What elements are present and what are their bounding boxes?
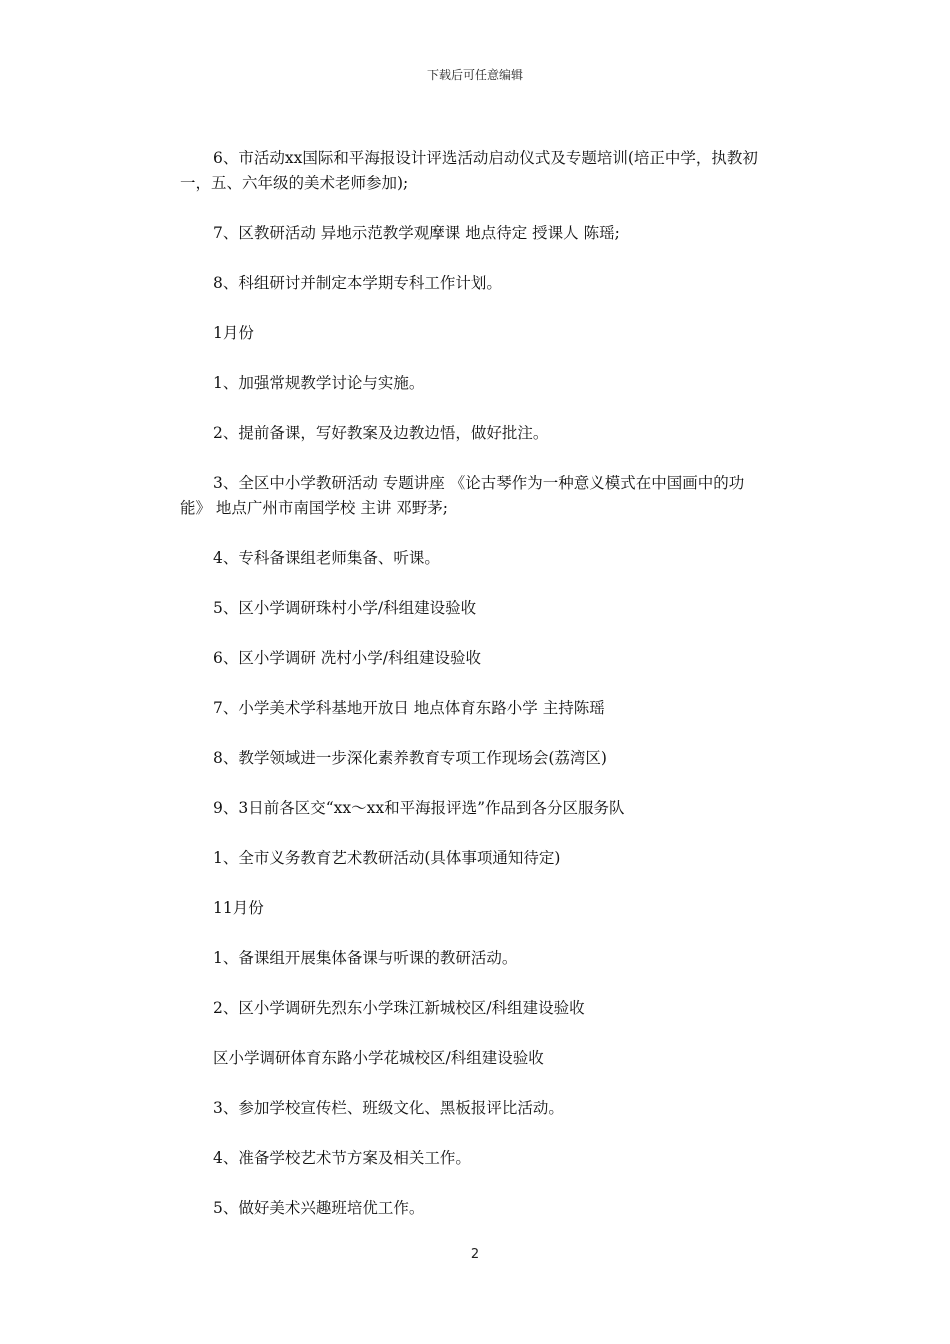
- paragraph-item-5-zhucun-survey: 5、区小学调研珠村小学/科组建设验收: [213, 599, 477, 617]
- paragraph-item-6-poster-training: 6、市活动xx国际和平海报设计评选活动启动仪式及专题培训(培正中学，执教初一，五、六年级的美术老师参加);: [180, 149, 758, 192]
- paragraph-item-3-lecture: 3、全区中小学教研活动 专题讲座 《论古琴作为一种意义模式在中国画中的功能》 地点广州市南国学校 主讲 邓野茅;: [180, 474, 745, 517]
- paragraph-item-8-field-meeting: 8、教学领域进一步深化素养教育专项工作现场会(荔湾区): [213, 749, 607, 767]
- paragraph-item-1-routine-teaching: 1、加强常规教学讨论与实施。: [213, 374, 425, 392]
- paragraph-item-7-open-day: 7、小学美术学科基地开放日 地点体育东路小学 主持陈瑶: [213, 699, 605, 717]
- paragraph-item-9-poster-submission: 9、3日前各区交“xx～xx和平海报评选”作品到各分区服务队: [213, 799, 625, 817]
- paragraph-item-7-demo-lesson: 7、区教研活动 异地示范教学观摩课 地点待定 授课人 陈瑶;: [213, 224, 620, 242]
- paragraph-item-4-group-prep: 4、专科备课组老师集备、听课。: [213, 549, 440, 567]
- page-number: 2: [470, 1247, 480, 1262]
- paragraph-item-4-art-festival: 4、准备学校艺术节方案及相关工作。: [213, 1149, 471, 1167]
- paragraph-item-1-collective-prep: 1、备课组开展集体备课与听课的教研活动。: [213, 949, 518, 967]
- paragraph-item-2-lesson-prep: 2、提前备课，写好教案及边教边悟，做好批注。: [213, 424, 549, 442]
- section-heading-january: 1月份: [213, 324, 254, 342]
- paragraph-item-3-board-contest: 3、参加学校宣传栏、班级文化、黑板报评比活动。: [213, 1099, 564, 1117]
- section-heading-november: 11月份: [213, 899, 264, 917]
- document-body: [180, 146, 772, 1246]
- paragraph-item-6-xiancun-survey: 6、区小学调研 冼村小学/科组建设验收: [213, 649, 482, 667]
- paragraph-item-8-work-plan: 8、科组研讨并制定本学期专科工作计划。: [213, 274, 502, 292]
- paragraph-tiyu-survey: 区小学调研体育东路小学花城校区/科组建设验收: [213, 1049, 544, 1067]
- paragraph-item-1-city-arts-activity: 1、全市义务教育艺术教研活动(具体事项通知待定): [213, 849, 561, 867]
- paragraph-item-5-art-club: 5、做好美术兴趣班培优工作。: [213, 1199, 425, 1217]
- paragraph-item-2-xianlie-survey: 2、区小学调研先烈东小学珠江新城校区/科组建设验收: [213, 999, 585, 1017]
- page-header: 下载后可任意编辑: [426, 68, 523, 82]
